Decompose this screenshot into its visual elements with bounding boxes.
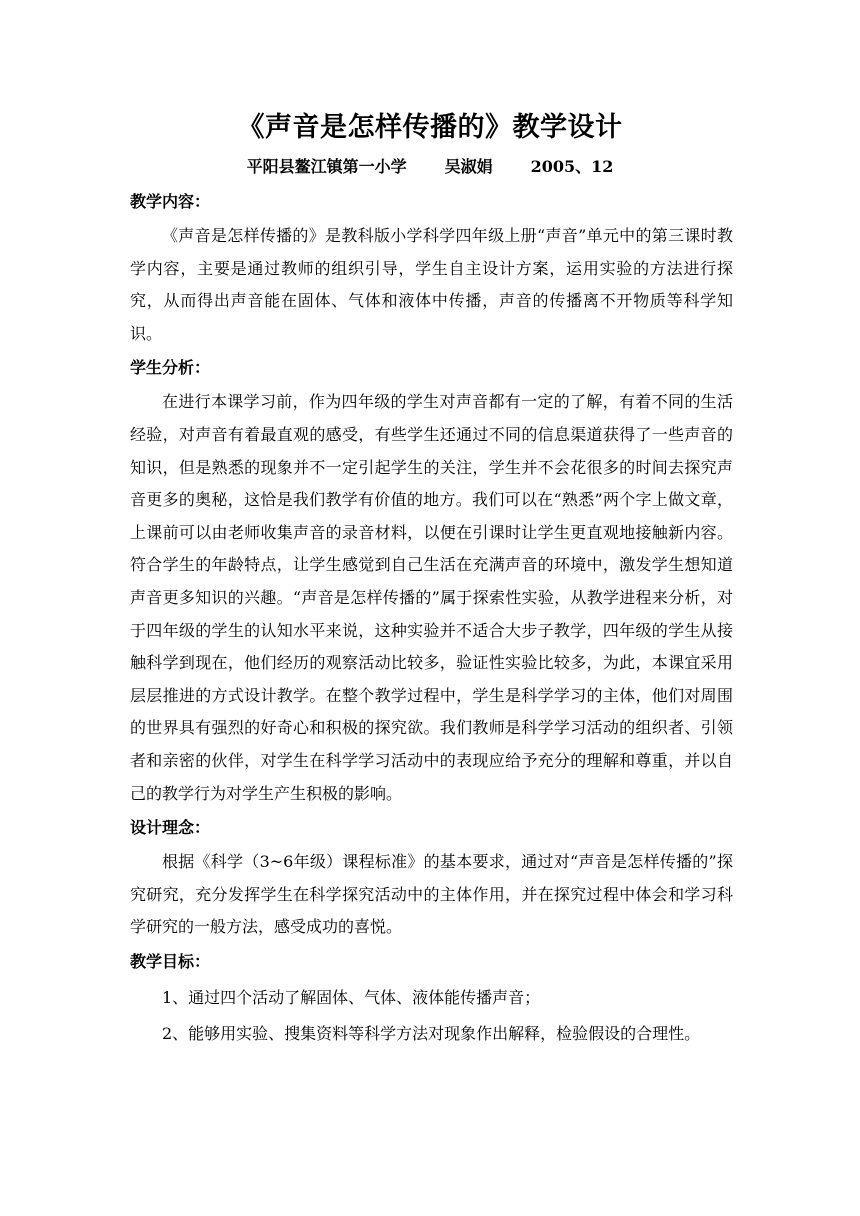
document-body bbox=[130, 184, 733, 1052]
section-heading: 学生分析： bbox=[130, 358, 211, 378]
section-design-concept bbox=[130, 810, 733, 944]
document-title: 《声音是怎样传播的》教学设计 bbox=[237, 112, 623, 143]
section-teaching-content bbox=[130, 184, 733, 350]
byline-author: 吴淑娟 bbox=[444, 157, 493, 176]
section-heading: 设计理念： bbox=[130, 818, 211, 838]
section-heading: 教学目标： bbox=[130, 951, 211, 971]
byline-school: 平阳县鳌江镇第一小学 bbox=[246, 157, 407, 176]
section-paragraph: 在进行本课学习前，作为四年级的学生对声音都有一定的了解，有着不同的生活经验，对声音有着最直观的感受，有些学生还通过不同的信息渠道获得了一些声音的知识，但是熟悉的现象并不一定引起学生的关注，学生并不会花很多的时间去探究声音更多的奥秘，这恰是我们教学有价值的地方。我们可以在“熟悉”两个字上做文章，上课前可以由老师收集声音的录音材料，以便在引课时让学生更直观地接触新内容。符合学生的年龄特点，让学生感觉到自己生活在充满声音的环境中，激发学生想知道声音更多知识的兴趣。“声音是怎样传播的”属于探索性实验，从教学进程来分析，对于四年级的学生的认知水平来说，这种实验并不适合大步子教学，四年级的学生从接触科学到现在，他们经历的观察活动比较多，验证性实验比较多，为此，本课宜采用层层推进的方式设计教学。在整个教学过程中，学生是科学学习的主体，他们对周围的世界具有强烈的好奇心和积极的探究欲。我们教师是科学学习活动的组织者、引领者和亲密的伙伴，对学生在科学学习活动中的表现应给予充分的理解和尊重，并以自己的教学行为对学生产生积极的影响。 bbox=[130, 392, 733, 803]
section-paragraph: 《声音是怎样传播的》是教科版小学科学四年级上册“声音”单元中的第三课时教学内容，主要是通过教师的组织引导，学生自主设计方案，运用实验的方法进行探究，从而得出声音能在固体、气体和液体中传播，声音的传播离不开物质等科学知识。 bbox=[130, 226, 733, 343]
byline bbox=[0, 152, 860, 182]
section-student-analysis bbox=[130, 350, 733, 810]
section-heading: 教学内容： bbox=[130, 192, 211, 211]
section-paragraph: 根据《科学（3~6年级）课程标准》的基本要求，通过对“声音是怎样传播的”探究研究，充分发挥学生在科学探究活动中的主体作用，并在探究过程中体会和学习科学研究的一般方法，感受成功的喜悦。 bbox=[130, 852, 733, 937]
goal-item: 2、能够用实验、搜集资料等科学方法对现象作出解释，检验假设的合理性。 bbox=[162, 1023, 701, 1043]
byline-date: 2005、12 bbox=[530, 157, 614, 176]
section-teaching-goals bbox=[130, 944, 733, 1052]
goal-item: 1、通过四个活动了解固体、气体、液体能传播声音； bbox=[162, 987, 541, 1007]
